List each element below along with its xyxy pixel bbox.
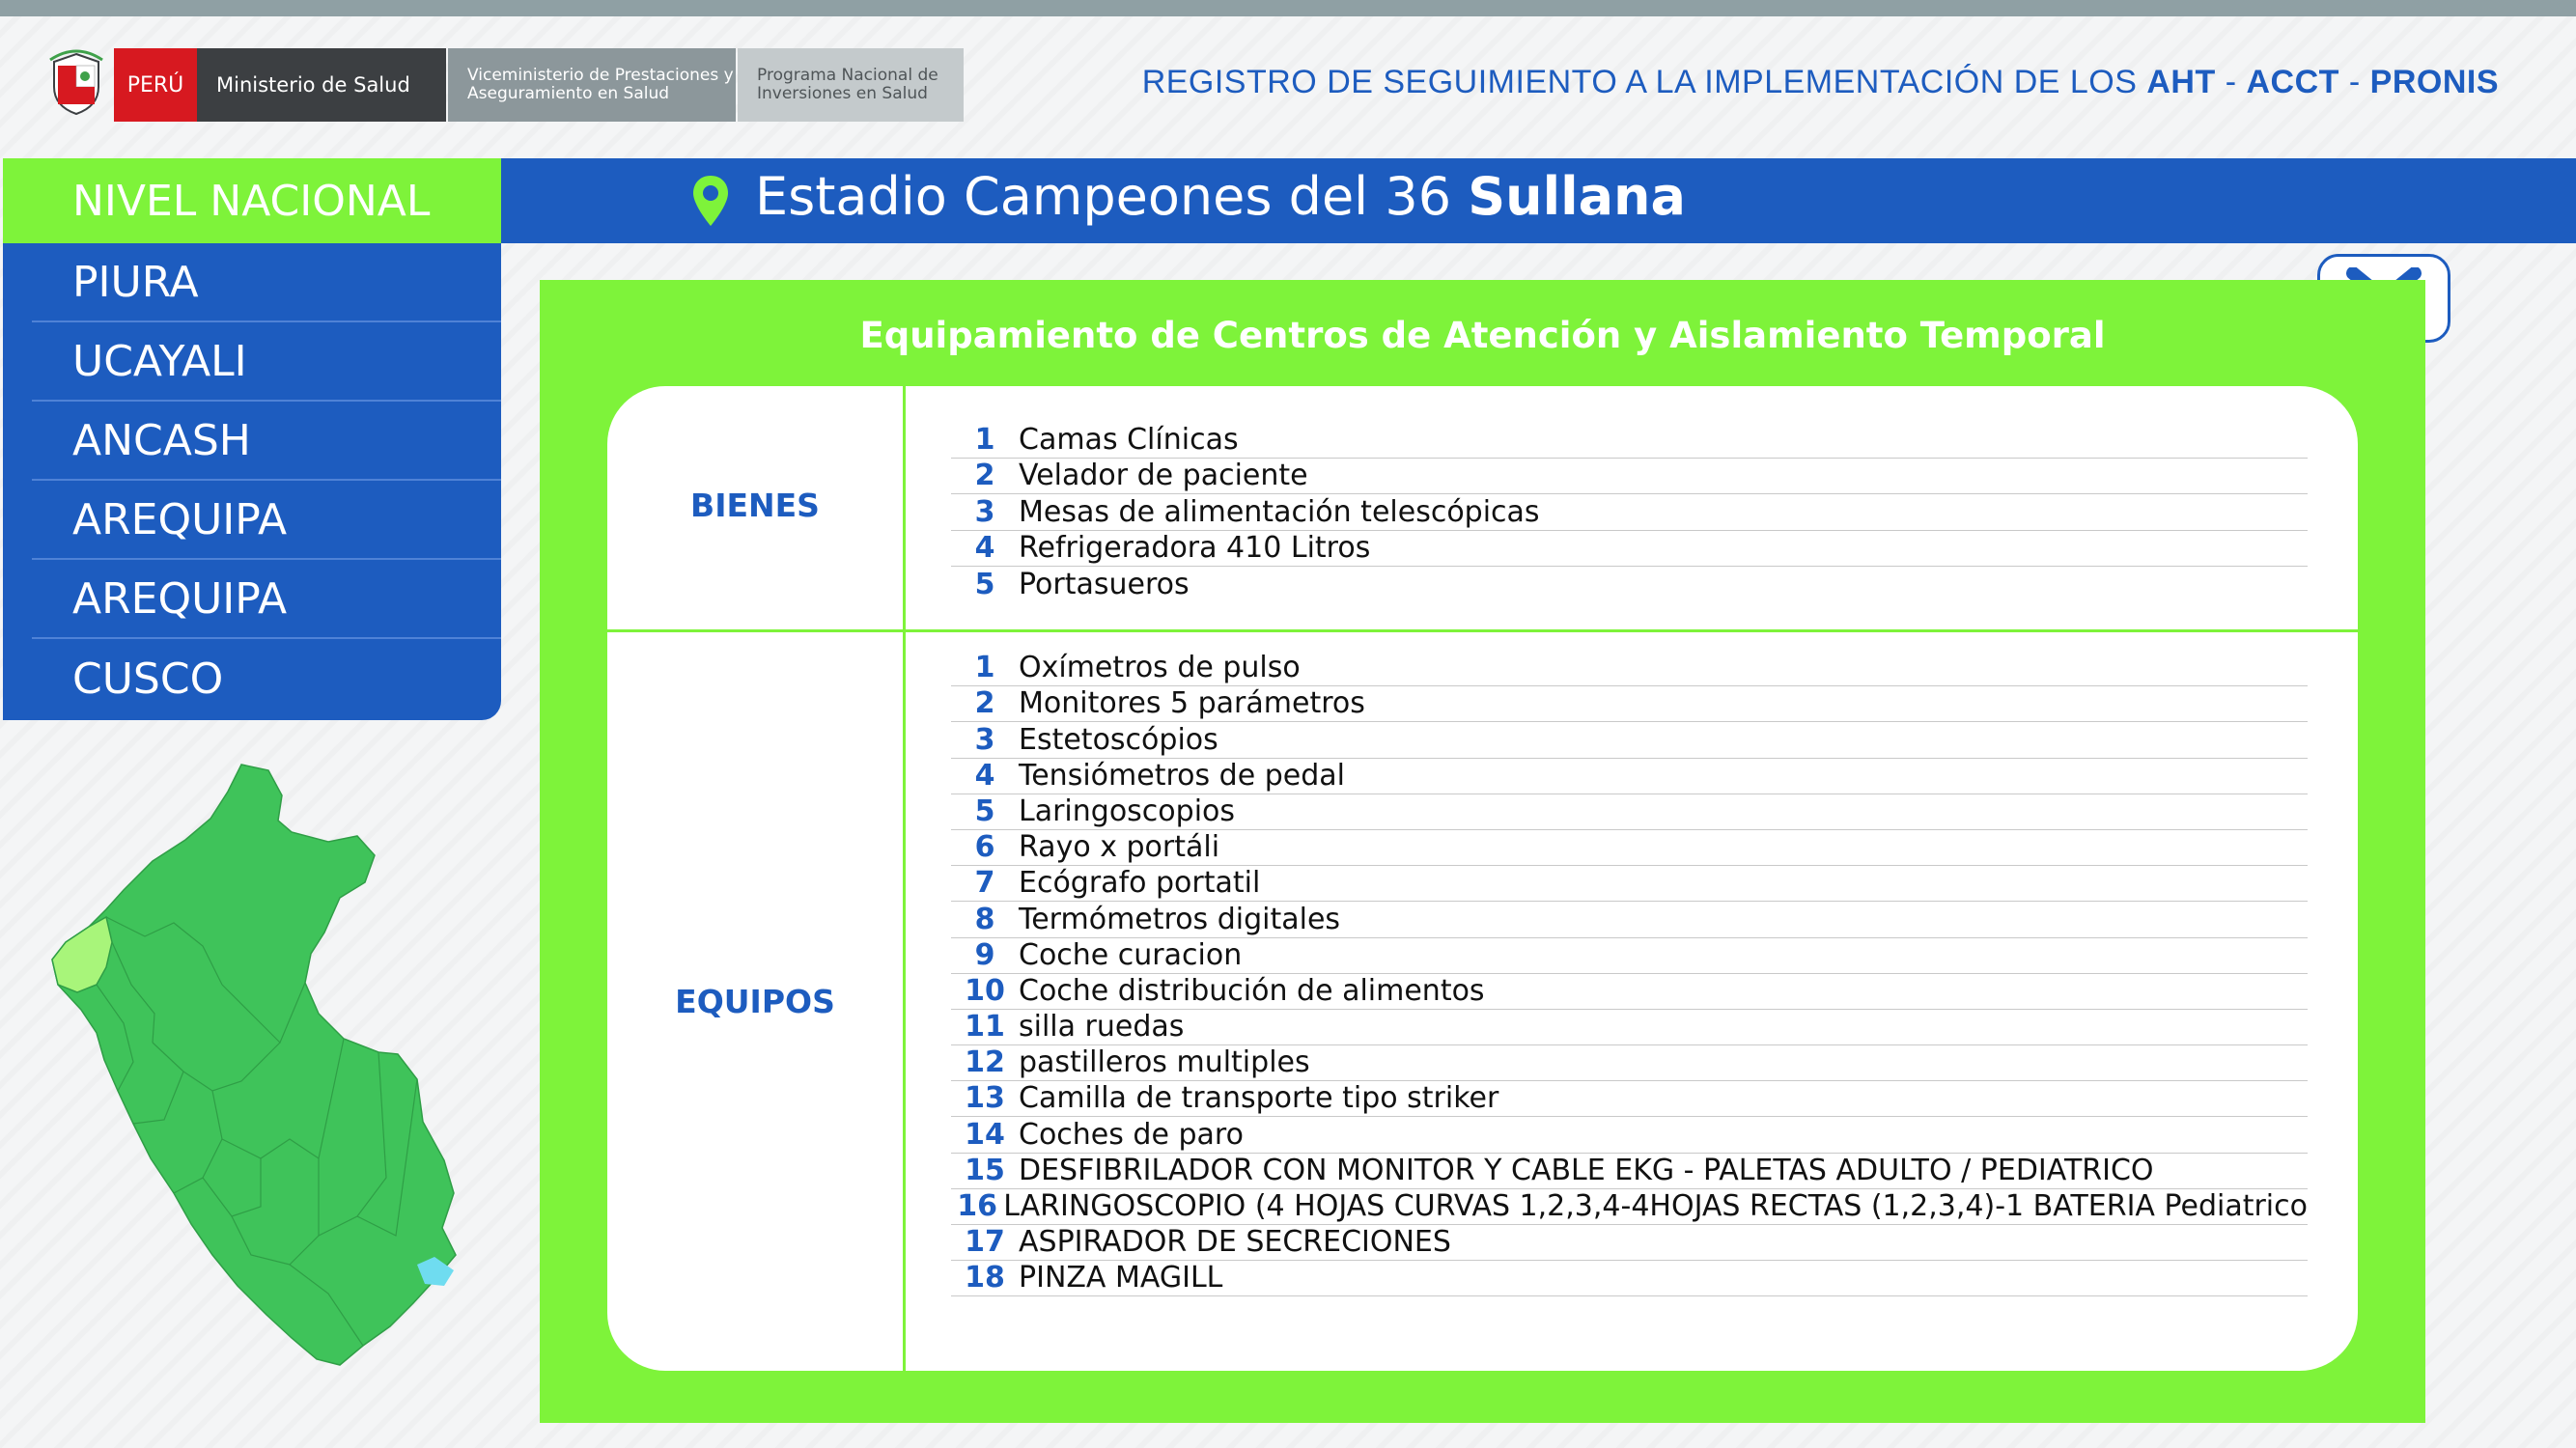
item-text: Termómetros digitales [1019,902,1341,936]
list-item [951,1189,2308,1225]
item-text: Coche distribución de alimentos [1019,973,1485,1008]
list-item [951,722,2308,758]
item-text: Refrigeradora 410 Litros [1019,530,1371,565]
item-text: Tensiómetros de pedal [1019,758,1345,793]
sep-2: - [2338,64,2370,100]
item-number: 5 [974,794,995,828]
item-text: Coche curacion [1019,937,1243,972]
list-item [951,866,2308,902]
acronym-acct: ACCT [2246,64,2339,100]
item-text: Camas Clínicas [1019,423,1239,458]
program-line-1: Programa Nacional de [757,66,938,85]
location-name: Estadio Campeones del 36 [755,166,1452,227]
nav-item-piura[interactable]: PIURA [32,243,501,322]
equipment-panel [540,280,2425,1423]
item-text: Portasueros [1019,567,1190,601]
item-text: PINZA MAGILL [1019,1261,1223,1295]
item-number: 15 [965,1153,1005,1187]
item-number: 13 [965,1081,1005,1116]
item-number: 11 [965,1010,1005,1044]
list-item [951,651,2308,686]
item-text: Coches de paro [1019,1117,1244,1152]
list-item [951,686,2308,722]
item-text: DESFIBRILADOR CON MONITOR Y CABLE EKG - PALETAS ADULTO / PEDIATRICO [1019,1153,2154,1187]
item-text: LARINGOSCOPIO (4 HOJAS CURVAS 1,2,3,4-4HOJAS RECTAS (1,2,3,4)-1 BATERIA Pediatrico [1003,1189,2308,1223]
item-text: Laringoscopios [1019,794,1236,828]
peru-crest-icon [46,48,106,118]
nav-item-ancash[interactable]: ANCASH [32,402,501,481]
report-title [1142,64,2499,101]
section-divider [607,629,2358,632]
item-text: Estetoscópios [1019,722,1218,757]
list-item [951,423,2308,459]
vice-line-2: Aseguramiento en Salud [467,84,670,103]
equipos-label: EQUIPOS [675,983,835,1020]
item-text: Ecógrafo portatil [1019,866,1261,901]
item-number: 3 [974,722,995,757]
item-text: Camilla de transporte tipo striker [1019,1081,1499,1116]
list-item [951,567,2308,602]
list-item [951,759,2308,794]
item-number: 16 [957,1189,997,1223]
item-text: Mesas de alimentación telescópicas [1019,494,1540,529]
list-item [951,974,2308,1010]
program-line-2: Inversiones en Salud [757,84,928,103]
list-item [951,902,2308,937]
program-logo [738,48,964,122]
equipos-list [951,651,2308,1296]
list-item [951,830,2308,866]
equipment-card [607,386,2358,1371]
list-item [951,938,2308,974]
nav-item-ucayali[interactable]: UCAYALI [32,322,501,402]
nav-item-arequipa[interactable]: AREQUIPA [32,481,501,560]
sep-1: - [2215,64,2247,100]
location-city: Sullana [1468,166,1686,227]
item-text: Velador de paciente [1019,459,1308,493]
list-item [951,1154,2308,1189]
bienes-list [951,423,2308,602]
acronym-aht: AHT [2146,64,2216,100]
list-item [951,1045,2308,1081]
nav-item-arequipa-2[interactable]: AREQUIPA [32,560,501,639]
item-number: 2 [974,459,995,493]
ministry-logo: Ministerio de Salud [197,48,446,122]
item-text: Rayo x portáli [1019,830,1220,865]
item-number: 7 [974,866,995,901]
list-item [951,1081,2308,1117]
item-number: 4 [974,758,995,793]
vice-ministry-logo [448,48,736,122]
list-item [951,531,2308,567]
item-number: 3 [974,494,995,529]
peru-logo: PERÚ [114,48,197,122]
item-number: 18 [965,1261,1005,1295]
item-number: 9 [974,937,995,972]
panel-title: Equipamiento de Centros de Atención y Aislamiento Temporal [859,315,2106,356]
item-number: 6 [974,830,995,865]
item-number: 2 [974,686,995,721]
item-text: Oxímetros de pulso [1019,651,1301,685]
peru-map[interactable] [39,753,473,1380]
column-divider [903,386,906,1371]
item-number: 17 [965,1225,1005,1260]
list-item [951,1117,2308,1153]
list-item [951,794,2308,830]
location-title [755,166,1686,227]
item-number: 1 [974,423,995,458]
list-item [951,1010,2308,1045]
top-strip [0,0,2576,16]
location-pin-icon [691,174,730,228]
vice-line-1: Viceministerio de Prestaciones y [467,66,734,85]
item-text: ASPIRADOR DE SECRECIONES [1019,1225,1451,1260]
item-text: silla ruedas [1019,1010,1185,1044]
acronym-pronis: PRONIS [2369,64,2499,100]
list-item [951,494,2308,530]
region-list [3,243,501,720]
list-item [951,459,2308,494]
item-number: 14 [965,1117,1005,1152]
item-text: pastilleros multiples [1019,1045,1310,1080]
nav-item-cusco[interactable]: CUSCO [72,654,224,704]
item-number: 1 [974,651,995,685]
item-number: 4 [974,530,995,565]
list-item [951,1225,2308,1261]
list-item [951,1261,2308,1296]
nav-nivel-nacional[interactable]: NIVEL NACIONAL [3,158,501,243]
report-title-prefix: REGISTRO DE SEGUIMIENTO A LA IMPLEMENTACIÓN DE LOS [1141,64,2147,100]
item-number: 5 [974,567,995,601]
item-number: 10 [965,973,1005,1008]
item-number: 12 [965,1045,1005,1080]
map-peru-body[interactable] [52,765,456,1365]
region-sidebar [3,158,501,720]
item-number: 8 [974,902,995,936]
item-text: Monitores 5 parámetros [1019,686,1365,721]
bienes-label: BIENES [690,487,820,524]
